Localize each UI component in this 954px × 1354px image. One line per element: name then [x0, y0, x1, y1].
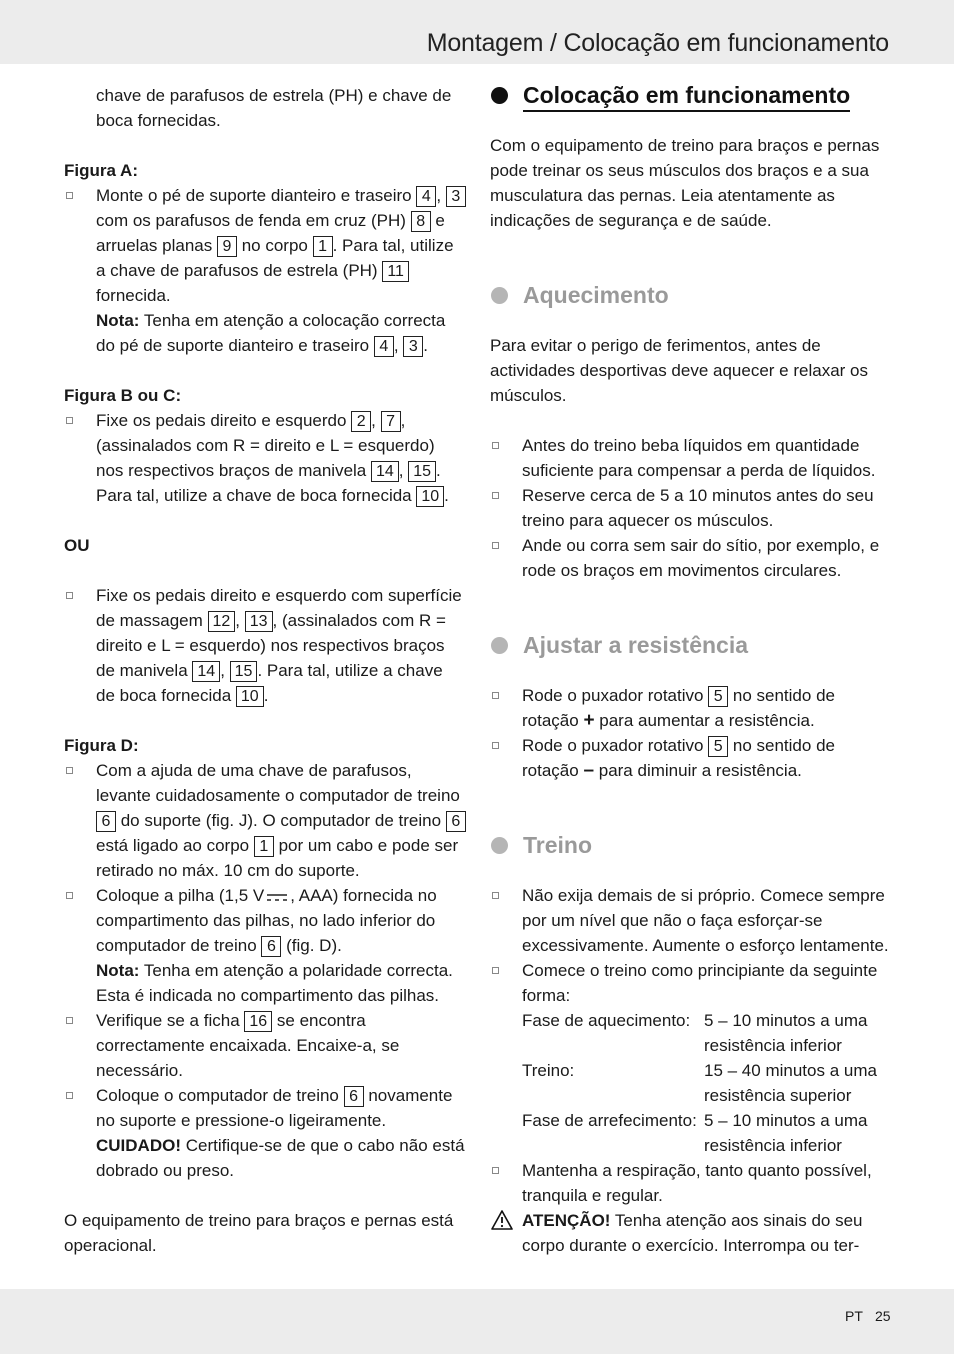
- page-title: Montagem / Colocação em funcionamento: [426, 29, 889, 57]
- bullet-square-icon: [492, 542, 499, 549]
- list-item: Ande ou corra sem sair do sítio, por exemplo, e rode os braços em movimentos circulares.: [490, 533, 890, 583]
- minus-sign: –: [583, 760, 595, 781]
- list-item: Rode o puxador rotativo 5 no sentido de rotação – para diminuir a resistência.: [490, 733, 890, 783]
- section-bullet-icon: [491, 87, 508, 104]
- part-ref: 12: [208, 611, 236, 632]
- bullet-square-icon: [492, 692, 499, 699]
- bullet-square-icon: [492, 1167, 499, 1174]
- paragraph: Para evitar o perigo de ferimentos, antes de actividades desportivas deve aquecer e relaxar os músculos.: [490, 336, 868, 405]
- part-ref: 5: [708, 686, 728, 707]
- list-item: Reserve cerca de 5 a 10 minutos antes do seu treino para aquecer os músculos.: [490, 483, 890, 533]
- part-ref: 16: [244, 1011, 272, 1032]
- part-ref: 10: [416, 486, 444, 507]
- section-bullet-icon: [491, 637, 508, 654]
- bullet-square-icon: [492, 492, 499, 499]
- list-item: Fixe os pedais direito e esquerdo 2 , 7 , (assinalados com R = direito e L = esquerdo) nos respectivos braços de manivela 14 , 15 . Para tal, utilize a chave de boca fornecida 10 .: [64, 408, 466, 508]
- part-ref: 9: [217, 236, 237, 257]
- list-item: Rode o puxador rotativo 5 no sentido de rotação + para aumentar a resistência.: [490, 683, 890, 733]
- bullet-square-icon: [66, 192, 73, 199]
- list-item: Antes do treino beba líquidos em quantidade suficiente para compensar a perda de líquidos.: [490, 433, 890, 483]
- list-item: Coloque a pilha (1,5 V , AAA) fornecida no compartimento das pilhas, no lado inferior do computador de treino 6 (fig. D).: [64, 883, 466, 958]
- bullet-square-icon: [66, 767, 73, 774]
- paragraph: Com o equipamento de treino para braços e pernas pode treinar os seus músculos dos braços e a sua musculatura das pernas. Leia atentamente as indicações de segurança e de saúde.: [490, 136, 880, 230]
- plus-sign: +: [583, 710, 595, 731]
- part-ref: 6: [446, 811, 466, 832]
- bullet-square-icon: [66, 592, 73, 599]
- bullet-square-icon: [66, 1017, 73, 1024]
- part-ref: 11: [382, 261, 409, 282]
- language-code: PT: [845, 1308, 863, 1324]
- part-ref: 5: [708, 736, 728, 757]
- or-heading: OU: [64, 536, 90, 555]
- right-column: [490, 83, 890, 1258]
- caution-text: CUIDADO! Certifique-se de que o cabo não está dobrado ou preso.: [96, 1136, 465, 1180]
- figure-d-heading: Figura D:: [64, 736, 139, 755]
- training-table: [490, 1008, 890, 1158]
- list-item: Fixe os pedais direito e esquerdo com superfície de massagem 12 , 13 , (assinalados com R = direito e L = esquerdo) nos respectivos braços de manivela 14 , 15 . Para tal, utilize a chave de boca fornecida 10 .: [64, 583, 466, 708]
- figure-a-heading: Figura A:: [64, 161, 138, 180]
- section-heading: Ajustar a resistência: [490, 633, 890, 658]
- part-ref: 6: [261, 936, 281, 957]
- list-item: Verifique se a ficha 16 se encontra correctamente encaixada. Encaixe-a, se necessário.: [64, 1008, 466, 1083]
- part-ref: 8: [411, 211, 431, 232]
- figure-bc-heading: Figura B ou C:: [64, 386, 182, 405]
- part-ref: 15: [408, 461, 436, 482]
- bullet-square-icon: [492, 892, 499, 899]
- section-bullet-icon: [491, 837, 508, 854]
- list-item: Coloque o computador de treino 6 novamente no suporte e pressione-o ligeiramente.: [64, 1083, 466, 1133]
- part-ref: 13: [245, 611, 273, 632]
- closing-text: O equipamento de treino para braços e pernas está operacional.: [64, 1211, 454, 1255]
- warning-triangle-icon: [491, 1210, 513, 1230]
- bullet-square-icon: [66, 417, 73, 424]
- page-header: [0, 0, 954, 64]
- section-bullet-icon: [491, 287, 508, 304]
- part-ref: 2: [351, 411, 371, 432]
- bullet-square-icon: [492, 742, 499, 749]
- table-row: Treino: 15 – 40 minutos a uma resistência superior: [522, 1061, 877, 1105]
- table-row: Fase de arrefecimento: 5 – 10 minutos a uma resistência inferior: [522, 1111, 868, 1155]
- list-item: Não exija demais de si próprio. Comece sempre por um nível que não o faça esforçar-se excessivamente. Aumente o esforço lentamente.: [490, 883, 890, 958]
- section-heading: Aquecimento: [490, 283, 890, 308]
- list-item: Mantenha a respiração, tanto quanto possível, tranquila e regular.: [490, 1158, 890, 1208]
- part-ref: 4: [416, 186, 436, 207]
- section-heading: Colocação em funcionamento: [490, 83, 890, 108]
- note-text: Nota: Tenha em atenção a polaridade correcta. Esta é indicada no compartimento das pilhas.: [96, 961, 453, 1005]
- list-item: Monte o pé de suporte dianteiro e traseiro 4 , 3 com os parafusos de fenda em cruz (PH) 8 e arruelas planas 9 no corpo 1 . Para tal, utilize a chave de parafusos de estrela (PH) 11 fornecida.: [64, 183, 466, 308]
- note-text: Nota: Tenha em atenção a colocação correcta do pé de suporte dianteiro e traseiro 4 , 3 .: [96, 311, 446, 355]
- table-row: Fase de aquecimento: 5 – 10 minutos a uma resistência inferior: [522, 1011, 868, 1055]
- direct-current-icon: [266, 892, 288, 902]
- intro-text: chave de parafusos de estrela (PH) e chave de boca fornecidas.: [96, 86, 452, 130]
- part-ref: 3: [403, 336, 423, 357]
- part-ref: 10: [236, 686, 264, 707]
- page-footer: [0, 1289, 954, 1354]
- warning-text: ATENÇÃO! Tenha atenção aos sinais do seu corpo durante o exercício. Interrompa ou ter-: [490, 1208, 890, 1258]
- part-ref: 15: [230, 661, 258, 682]
- bullet-square-icon: [492, 442, 499, 449]
- bullet-square-icon: [66, 892, 73, 899]
- list-item: Com a ajuda de uma chave de parafusos, levante cuidadosamente o computador de treino 6 do suporte (fig. J). O computador de treino 6 está ligado ao corpo 1 por um cabo e pode ser retirado no máx. 10 cm do suporte.: [64, 758, 466, 883]
- left-column: [64, 83, 466, 1258]
- part-ref: 4: [374, 336, 394, 357]
- part-ref: 14: [371, 461, 399, 482]
- section-heading: Treino: [490, 833, 890, 858]
- part-ref: 7: [381, 411, 401, 432]
- list-item: Comece o treino como principiante da seguinte forma:: [490, 958, 890, 1008]
- part-ref: 6: [344, 1086, 364, 1107]
- bullet-square-icon: [66, 1092, 73, 1099]
- part-ref: 14: [192, 661, 220, 682]
- part-ref: 6: [96, 811, 116, 832]
- part-ref: 1: [254, 836, 274, 857]
- bullet-square-icon: [492, 967, 499, 974]
- page-number: 25: [875, 1308, 891, 1324]
- part-ref: 3: [446, 186, 466, 207]
- part-ref: 1: [313, 236, 333, 257]
